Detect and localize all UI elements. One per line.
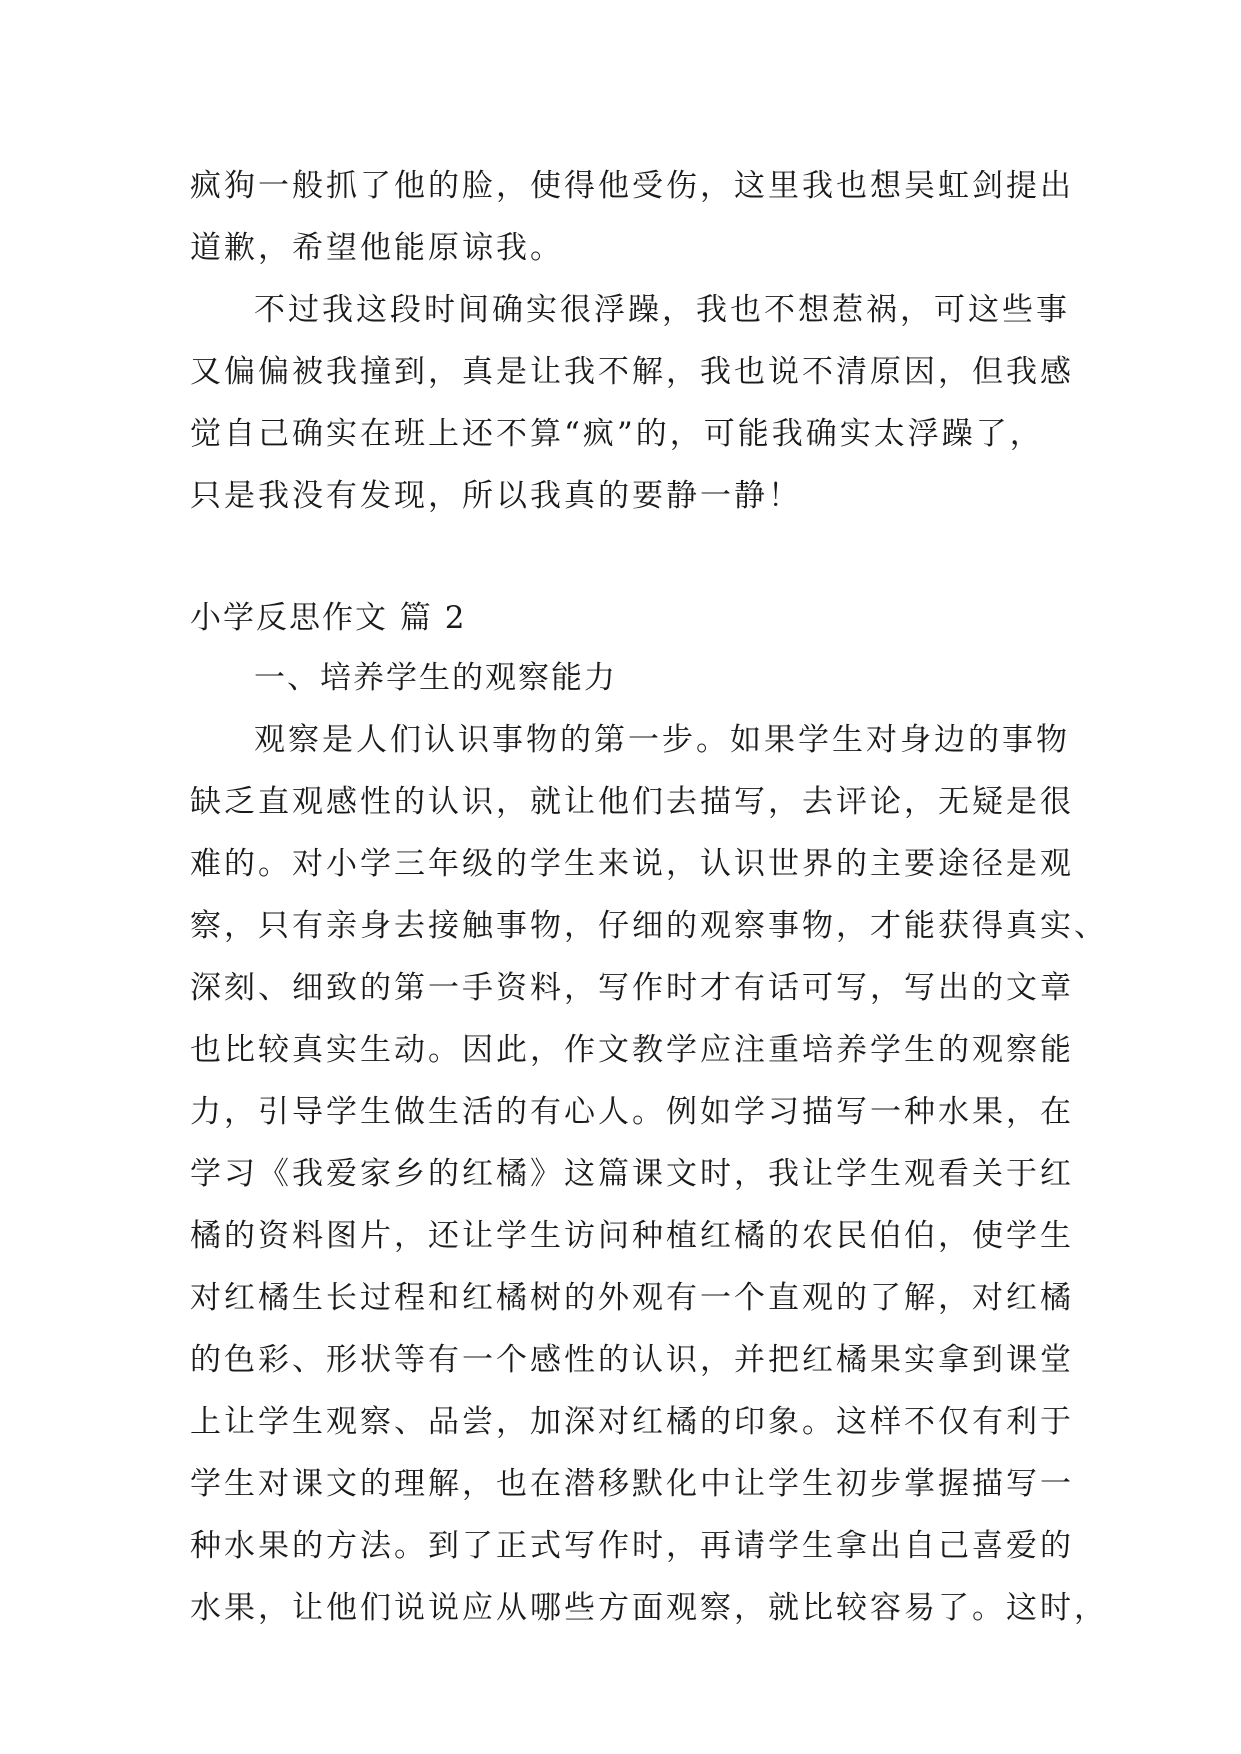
section-title: 小学反思作文 篇 2 xyxy=(190,600,467,636)
text-line: 对红橘生长过程和红橘树的外观有一个直观的了解，对红橘 xyxy=(190,1280,1074,1316)
text-line: 种水果的方法。到了正式写作时，再请学生拿出自己喜爱的 xyxy=(190,1528,1074,1564)
text-line: 疯狗一般抓了他的脸，使得他受伤，这里我也想吴虹剑提出 xyxy=(190,168,1074,204)
text-line: 橘的资料图片，还让学生访问种植红橘的农民伯伯，使学生 xyxy=(190,1218,1074,1254)
text-line: 觉自己确实在班上还不算“疯”的，可能我确实太浮躁了， xyxy=(190,416,1044,452)
text-line: 的色彩、形状等有一个感性的认识，并把红橘果实拿到课堂 xyxy=(190,1342,1074,1378)
text-line: 水果，让他们说说应从哪些方面观察，就比较容易了。这时， xyxy=(190,1590,1108,1626)
text-line: 深刻、细致的第一手资料，写作时才有话可写，写出的文章 xyxy=(190,970,1074,1006)
text-line: 又偏偏被我撞到，真是让我不解，我也说不清原因，但我感 xyxy=(190,354,1074,390)
subheading: 一、培养学生的观察能力 xyxy=(254,660,617,696)
text-line: 也比较真实生动。因此，作文教学应注重培养学生的观察能 xyxy=(190,1032,1074,1068)
text-line: 上让学生观察、品尝，加深对红橘的印象。这样不仅有利于 xyxy=(190,1404,1074,1440)
paragraph-start-line: 观察是人们认识事物的第一步。如果学生对身边的事物 xyxy=(254,722,1070,758)
text-line: 学习《我爱家乡的红橘》这篇课文时，我让学生观看关于红 xyxy=(190,1156,1074,1192)
text-line: 察，只有亲身去接触事物，仔细的观察事物，才能获得真实、 xyxy=(190,908,1108,944)
text-line: 难的。对小学三年级的学生来说，认识世界的主要途径是观 xyxy=(190,846,1074,882)
text-line: 缺乏直观感性的认识，就让他们去描写，去评论，无疑是很 xyxy=(190,784,1074,820)
paragraph-start-line: 不过我这段时间确实很浮躁，我也不想惹祸，可这些事 xyxy=(254,292,1070,328)
text-line: 力，引导学生做生活的有心人。例如学习描写一种水果，在 xyxy=(190,1094,1074,1130)
text-line: 道歉，希望他能原谅我。 xyxy=(190,230,564,266)
text-line: 学生对课文的理解，也在潜移默化中让学生初步掌握描写一 xyxy=(190,1466,1074,1502)
text-line: 只是我没有发现，所以我真的要静一静！ xyxy=(190,478,802,514)
